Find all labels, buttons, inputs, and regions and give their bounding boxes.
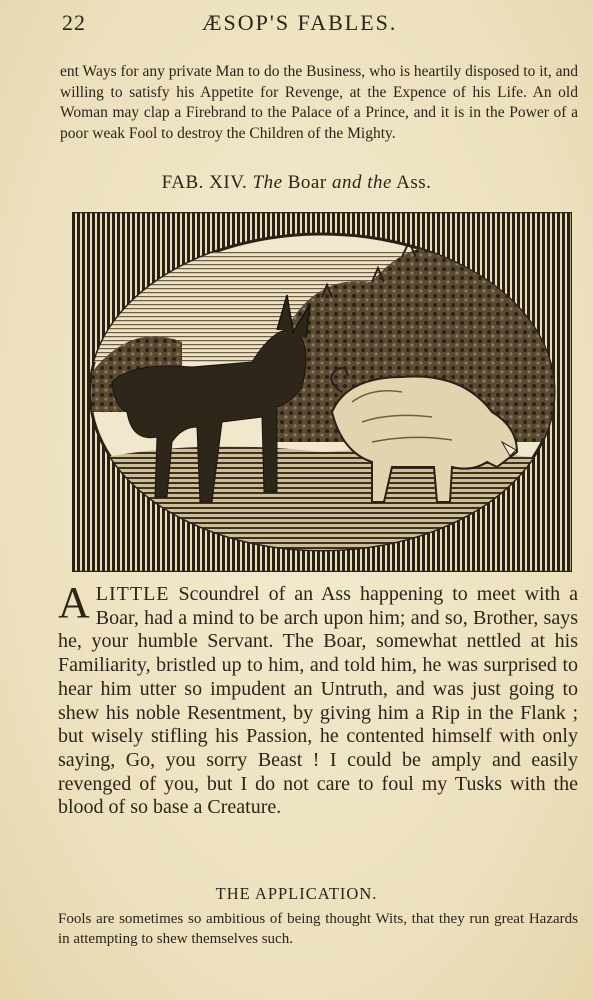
- story-text: Scoundrel of an Ass happening to meet with a Boar, had a mind to be arch upon him; and so, Brother, says he, your humble Servant. The Boar, somewhat nettled at his Familiarity, bristled up to him, and told him, he was surprised to hear him utter so impudent an Untruth, and was just going to shew his noble Resentment, by giving him a Rip in the Flank ; but wisely stifling his Passion, he contented himself with only saying, Go, you sorry Beast ! I could be amply and easily revenged of you, but I do not care to foul my Tusks with the blood of so base a Creature.: [58, 583, 578, 819]
- application-heading: THE APPLICATION.: [215, 884, 378, 903]
- fable-number: FAB. XIV.: [161, 172, 248, 193]
- fable-title-ass: Ass.: [396, 172, 432, 193]
- fable-story: [58, 578, 578, 820]
- page-header: [62, 8, 563, 38]
- previous-fable-text: ent Ways for any private Man to do the Business, who is heartily disposed to it, and willing to satisfy his Appetite for Revenge, at the Expence of his Life. An old Woman may clap a Firebrand to the Palace of a Prince, and it is in the Power of a poor weak Fool to destroy the Children of the Mighty.: [60, 63, 578, 142]
- woodcut-illustration: [72, 212, 572, 572]
- page-number: 22: [62, 10, 86, 35]
- application-text: Fools are sometimes so ambitious of being thought Wits, that they run great Hazards in attempting to shew themselves such.: [58, 911, 578, 947]
- fable-title-boar: Boar: [287, 172, 327, 193]
- running-title: ÆSOP'S FABLES.: [202, 10, 398, 35]
- fable-title-the: The: [252, 172, 283, 193]
- drop-cap: A: [58, 578, 90, 627]
- story-first-word: LITTLE: [95, 583, 170, 605]
- fable-title: [0, 172, 593, 194]
- fable-title-and-the: and the: [331, 172, 392, 193]
